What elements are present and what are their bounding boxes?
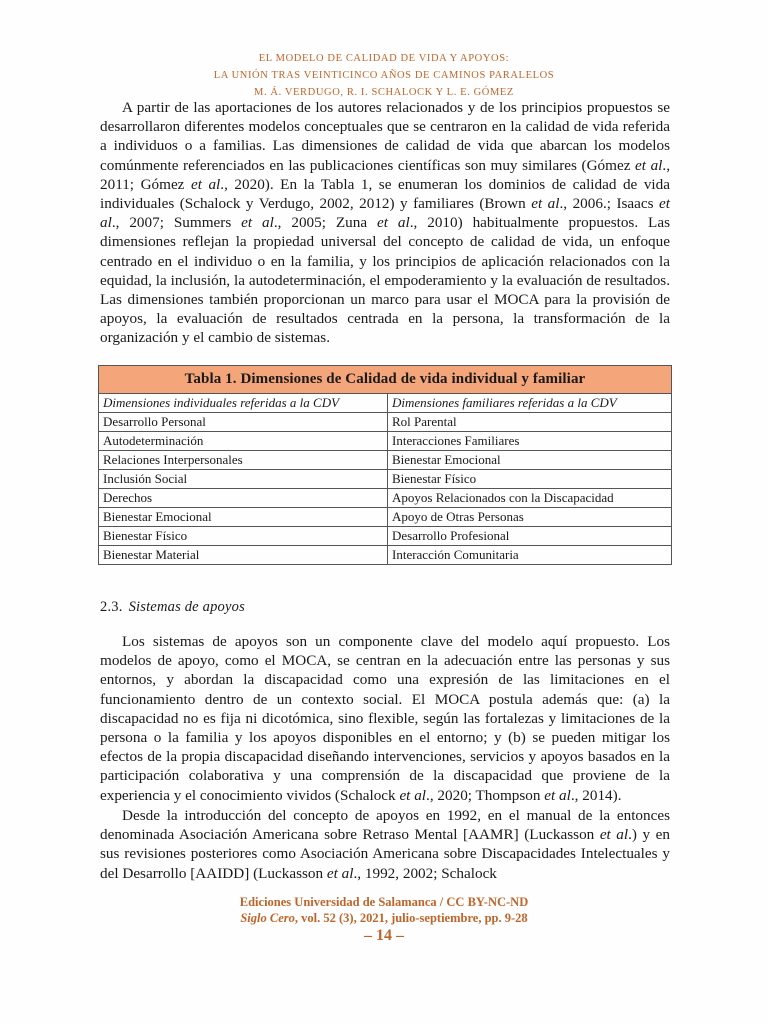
table-row: Bienestar Físico Desarrollo Profesional <box>99 527 672 546</box>
table-row: Derechos Apoyos Relacionados con la Discapacidad <box>99 489 672 508</box>
body-paragraph-3: Desde la introducción del concepto de apoyos en 1992, en el manual de la entonces denominada Asociación Americana sobre Retraso Mental [AAMR] (Luckasson et al.) y en sus revisiones posteriores como Asociación Americana sobre Discapacidades Intelectuales y del Desarrollo [AAIDD] (Luckasson et al., 1992, 2002; Schalock <box>100 807 670 882</box>
table-row: Bienestar Material Interacción Comunitaria <box>99 546 672 565</box>
body-paragraph-1: A partir de las aportaciones de los autores relacionados y de los principios propuestos se desarrollaron diferentes modelos conceptuales que se centraron en la calidad de vida referida a individuos o a familias. Las dimensiones de calidad de vida que abarcan los modelos comúnmente referenciados en las publicaciones científicas son muy similares (Gómez et al., 2011; Gómez et al., 2020). En la Tabla 1, se enumeran los dominios de calidad de vida individuales (Schalock y Verdugo, 2002, 2012) y familiares (Brown et al., 2006.; Isaacs et al., 2007; Summers et al., 2005; Zuna et al., 2010) habitualmente propuestos. Las dimensiones reflejan la propiedad universal del concepto de calidad de vida, un enfoque centrado en el individuo o en la familia, y los principios de aplicación relacionados con la equidad, la inclusión, la autodeterminación, el empoderamiento y la evaluación de resultados. Las dimensiones también proporcionan un marco para usar el MOCA para la provisión de apoyos, la evaluación de resultados centrada en la persona, la transformación de la organización y el cambio de sistemas. <box>100 99 670 347</box>
section-title: Sistemas de apoyos <box>128 599 245 615</box>
table-caption: Tabla 1. Dimensiones de Calidad de vida individual y familiar <box>99 366 672 394</box>
header-authors: M. Á. VERDUGO, R. I. SCHALOCK Y L. E. GÓMEZ <box>254 87 514 98</box>
running-header <box>0 50 768 101</box>
body-paragraph-2: Los sistemas de apoyos son un componente clave del modelo aquí propuesto. Los modelos de apoyo, como el MOCA, se centran en la adecuación entre las personas y sus entornos, y abordan la discapacidad como una expresión de las limitaciones en el funcionamiento dentro de un contexto social. El MOCA postula además que: (a) la discapacidad no es fija ni dicotómica, sino flexible, según las fortalezas y limitaciones de la persona o la familia y los apoyos disponibles en el entorno; y (b) se pueden mitigar los efectos de la propia discapacidad diseñando intervenciones, servicios y apoyos basados en la participación colaborativa y una comprensión de la discapacidad que proviene de la experiencia y el conocimiento vividos (Schalock et al., 2020; Thompson et al., 2014). <box>100 633 670 804</box>
column-header-family: Dimensiones familiares referidas a la CDV <box>388 394 672 413</box>
table-row: Autodeterminación Interacciones Familiares <box>99 432 672 451</box>
publisher-license: Ediciones Universidad de Salamanca / CC BY-NC-ND <box>239 895 529 909</box>
table-row: Desarrollo Personal Rol Parental <box>99 413 672 432</box>
page-number: – 14 – <box>364 927 404 944</box>
section-heading <box>100 599 245 616</box>
header-title-line-2: LA UNIÓN TRAS VEINTICINCO AÑOS DE CAMINOS PARALELOS <box>213 70 555 81</box>
header-title-line-1: EL MODELO DE CALIDAD DE VIDA Y APOYOS: <box>258 53 510 64</box>
table-row: Relaciones Interpersonales Bienestar Emocional <box>99 451 672 470</box>
section-number: 2.3. <box>100 599 123 615</box>
journal-name: Siglo Cero <box>240 911 295 925</box>
column-header-individual: Dimensiones individuales referidas a la CDV <box>99 394 388 413</box>
table-row: Bienestar Emocional Apoyo de Otras Personas <box>99 508 672 527</box>
page-footer <box>0 894 768 946</box>
quality-of-life-dimensions-table <box>98 365 672 565</box>
journal-citation: Siglo Cero, vol. 52 (3), 2021, julio-septiembre, pp. 9-28 <box>240 911 528 925</box>
table-row: Inclusión Social Bienestar Físico <box>99 470 672 489</box>
